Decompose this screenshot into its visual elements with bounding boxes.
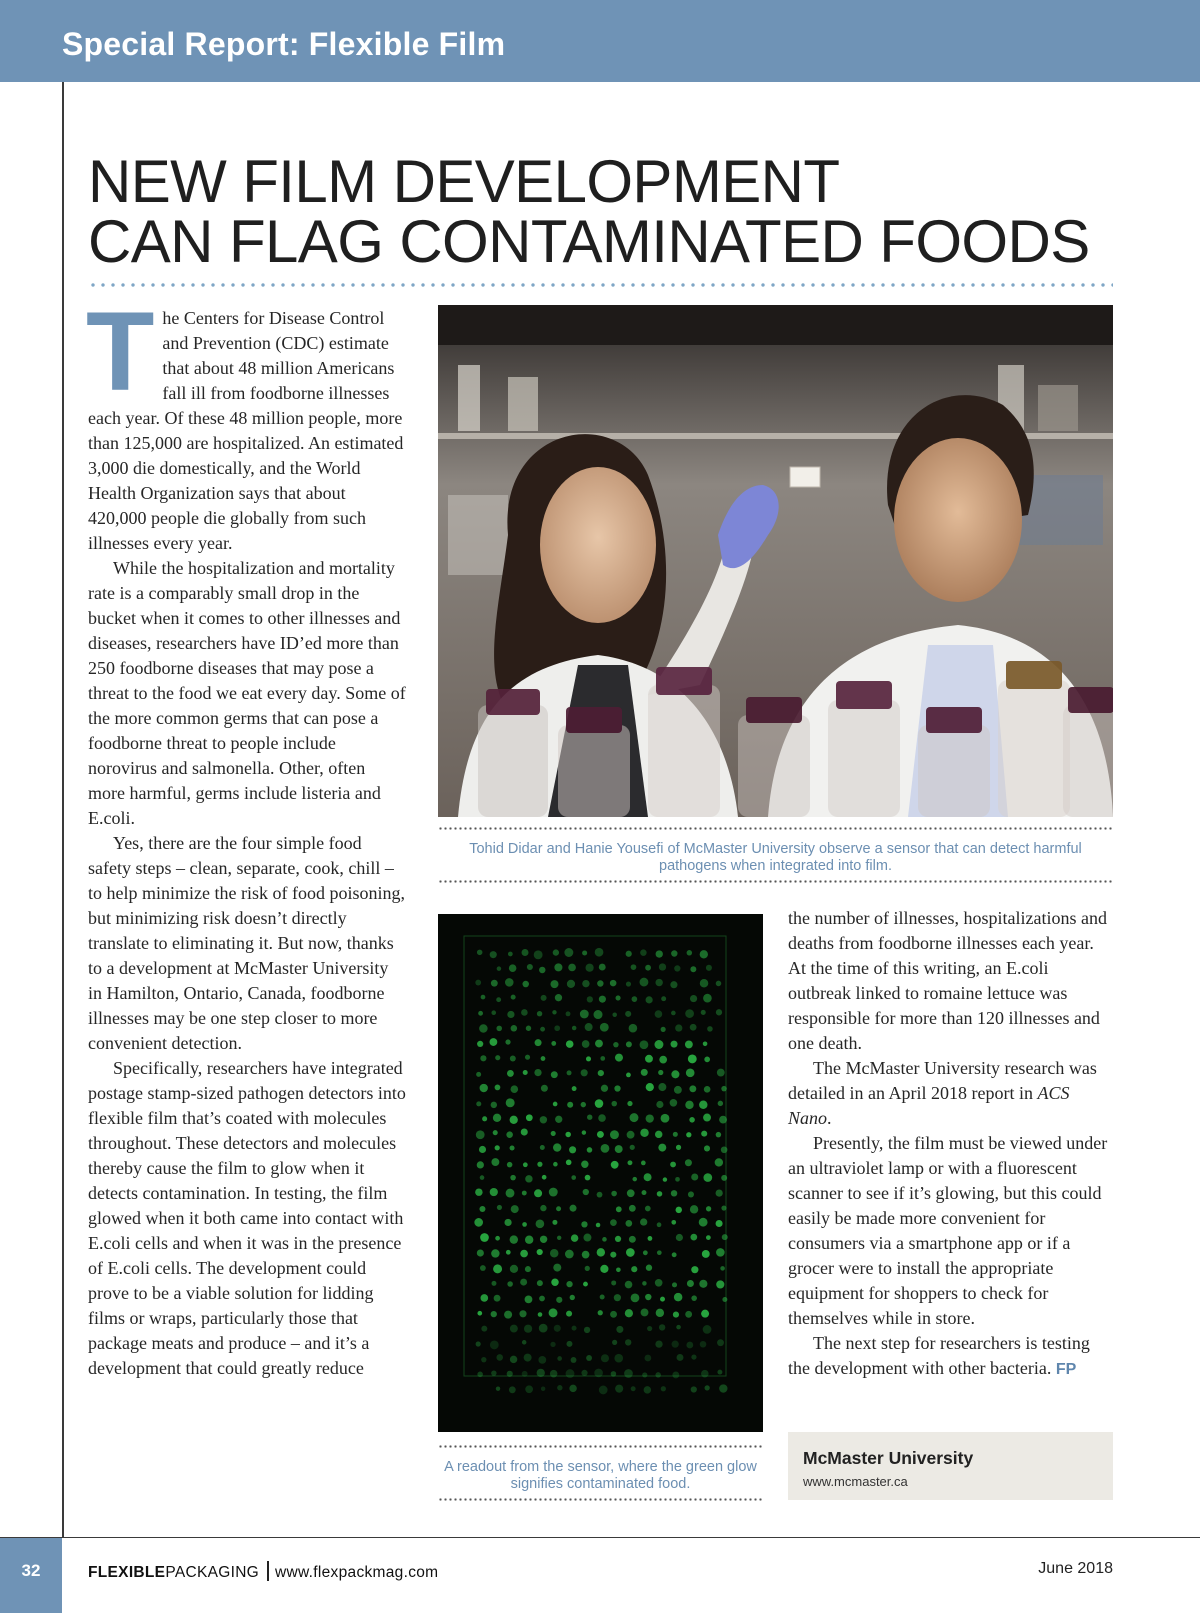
sensor-readout-image — [438, 914, 763, 1432]
sensor-glow-illustration — [438, 914, 763, 1432]
margin-rule — [62, 82, 64, 1537]
footer-rule — [0, 1537, 1200, 1538]
headline-line-2: CAN FLAG CONTAMINATED FOODS — [88, 208, 1090, 275]
article-column-right — [788, 906, 1114, 1382]
end-mark: FP — [1055, 1361, 1077, 1378]
lab-photo-illustration — [438, 305, 1113, 817]
page-number: 32 — [21, 1561, 41, 1580]
sensor-caption-divider-bottom — [438, 1498, 763, 1501]
paragraph-3: Yes, there are the four simple food safety steps – clean, separate, cook, chill – to help minimize the risk of food poisoning, but minimizing risk doesn’t directly translate to eliminating it. But now, thanks to a development at McMaster University in Hamilton, Ontario, Canada, foodborne illnesses may be one step closer to more convenient detection. — [88, 833, 405, 1053]
source-url[interactable]: www.mcmaster.ca — [803, 1474, 908, 1489]
drop-cap: T — [86, 289, 155, 414]
brand-bold: FLEXIBLE — [88, 1564, 166, 1581]
caption-divider-bottom — [438, 880, 1113, 883]
paragraph-8: The next step for researchers is testing the development with other bacteria. FP — [788, 1333, 1090, 1378]
issue-date: June 2018 — [1038, 1560, 1113, 1577]
paragraph-2: While the hospitalization and mortality rate is a comparably small drop in the bucket when it comes to other illnesses and diseases, researchers have ID’ed more than 250 foodborne diseases that may pose a threat to the food we eat every day. Some of the more common germs that can pose a foodborne threat to people include norovirus and salmonella. Other, often more harmful, germs include listeria and E.coli. — [88, 558, 406, 828]
sensor-photo-caption: A readout from the sensor, where the green glow signifies contaminated food. — [444, 1459, 757, 1492]
article-column-left — [86, 289, 406, 1381]
brand-light: PACKAGING — [165, 1564, 260, 1581]
paragraph-7: Presently, the film must be viewed under an ultraviolet lamp or with a fluorescent scanner to see if it’s glowing, but this could easily be made more convenient for consumers via a smartphone app or if a grocer were to install the appropriate equipment for shoppers to check for themselves while in store. — [788, 1133, 1108, 1328]
footer-separator — [267, 1561, 269, 1581]
article-headline — [88, 148, 1200, 275]
sensor-caption-divider-top — [438, 1445, 763, 1448]
paragraph-5: the number of illnesses, hospitalizations and deaths from foodborne illnesses each year. At the time of this writing, an E.coli outbreak linked to romaine lettuce was responsible for more than 120 illnesses and one death. — [788, 908, 1107, 1053]
paragraph-4: Specifically, researchers have integrated postage stamp-sized pathogen detectors into flexible film that’s coated with molecules throughout. These detectors and molecules thereby cause the film to glow when it detects contamination. In testing, the film glowed when it both came into contact with E.coli cells and when it was in the presence of E.coli cells. The development could prove to be a viable solution for lidding films or wraps, particularly those that package meats and produce – and it’s a development that could greatly reduce — [88, 1058, 406, 1378]
publication-brand — [88, 1561, 438, 1582]
paragraph-1: he Centers for Disease Control and Prevention (CDC) estimate that about 48 million Americans fall ill from foodborne illnesses each year. Of these 48 million people, more than 125,000 are hospitalized. An estimated 3,000 die domestically, and the World Health Organization says that about 420,000 people die globally from such illnesses every year. — [88, 308, 404, 553]
section-title: Special Report: Flexible Film — [62, 26, 506, 62]
headline-line-1: NEW FILM DEVELOPMENT — [88, 148, 840, 215]
source-info-box — [788, 1432, 1113, 1500]
main-photo-caption: Tohid Didar and Hanie Yousefi of McMaster University observe a sensor that can detect harmful pathogens when integrated into film. — [469, 841, 1082, 874]
source-name: McMaster University — [803, 1448, 974, 1468]
paragraph-6: The McMaster University research was detailed in an April 2018 report in ACS Nano. — [788, 1058, 1097, 1128]
headline-dotted-divider — [88, 283, 1113, 287]
publication-website[interactable]: www.flexpackmag.com — [275, 1564, 439, 1581]
journal-name: ACS Nano — [788, 1083, 1070, 1128]
lab-photo — [438, 305, 1113, 817]
caption-divider-top — [438, 827, 1113, 830]
